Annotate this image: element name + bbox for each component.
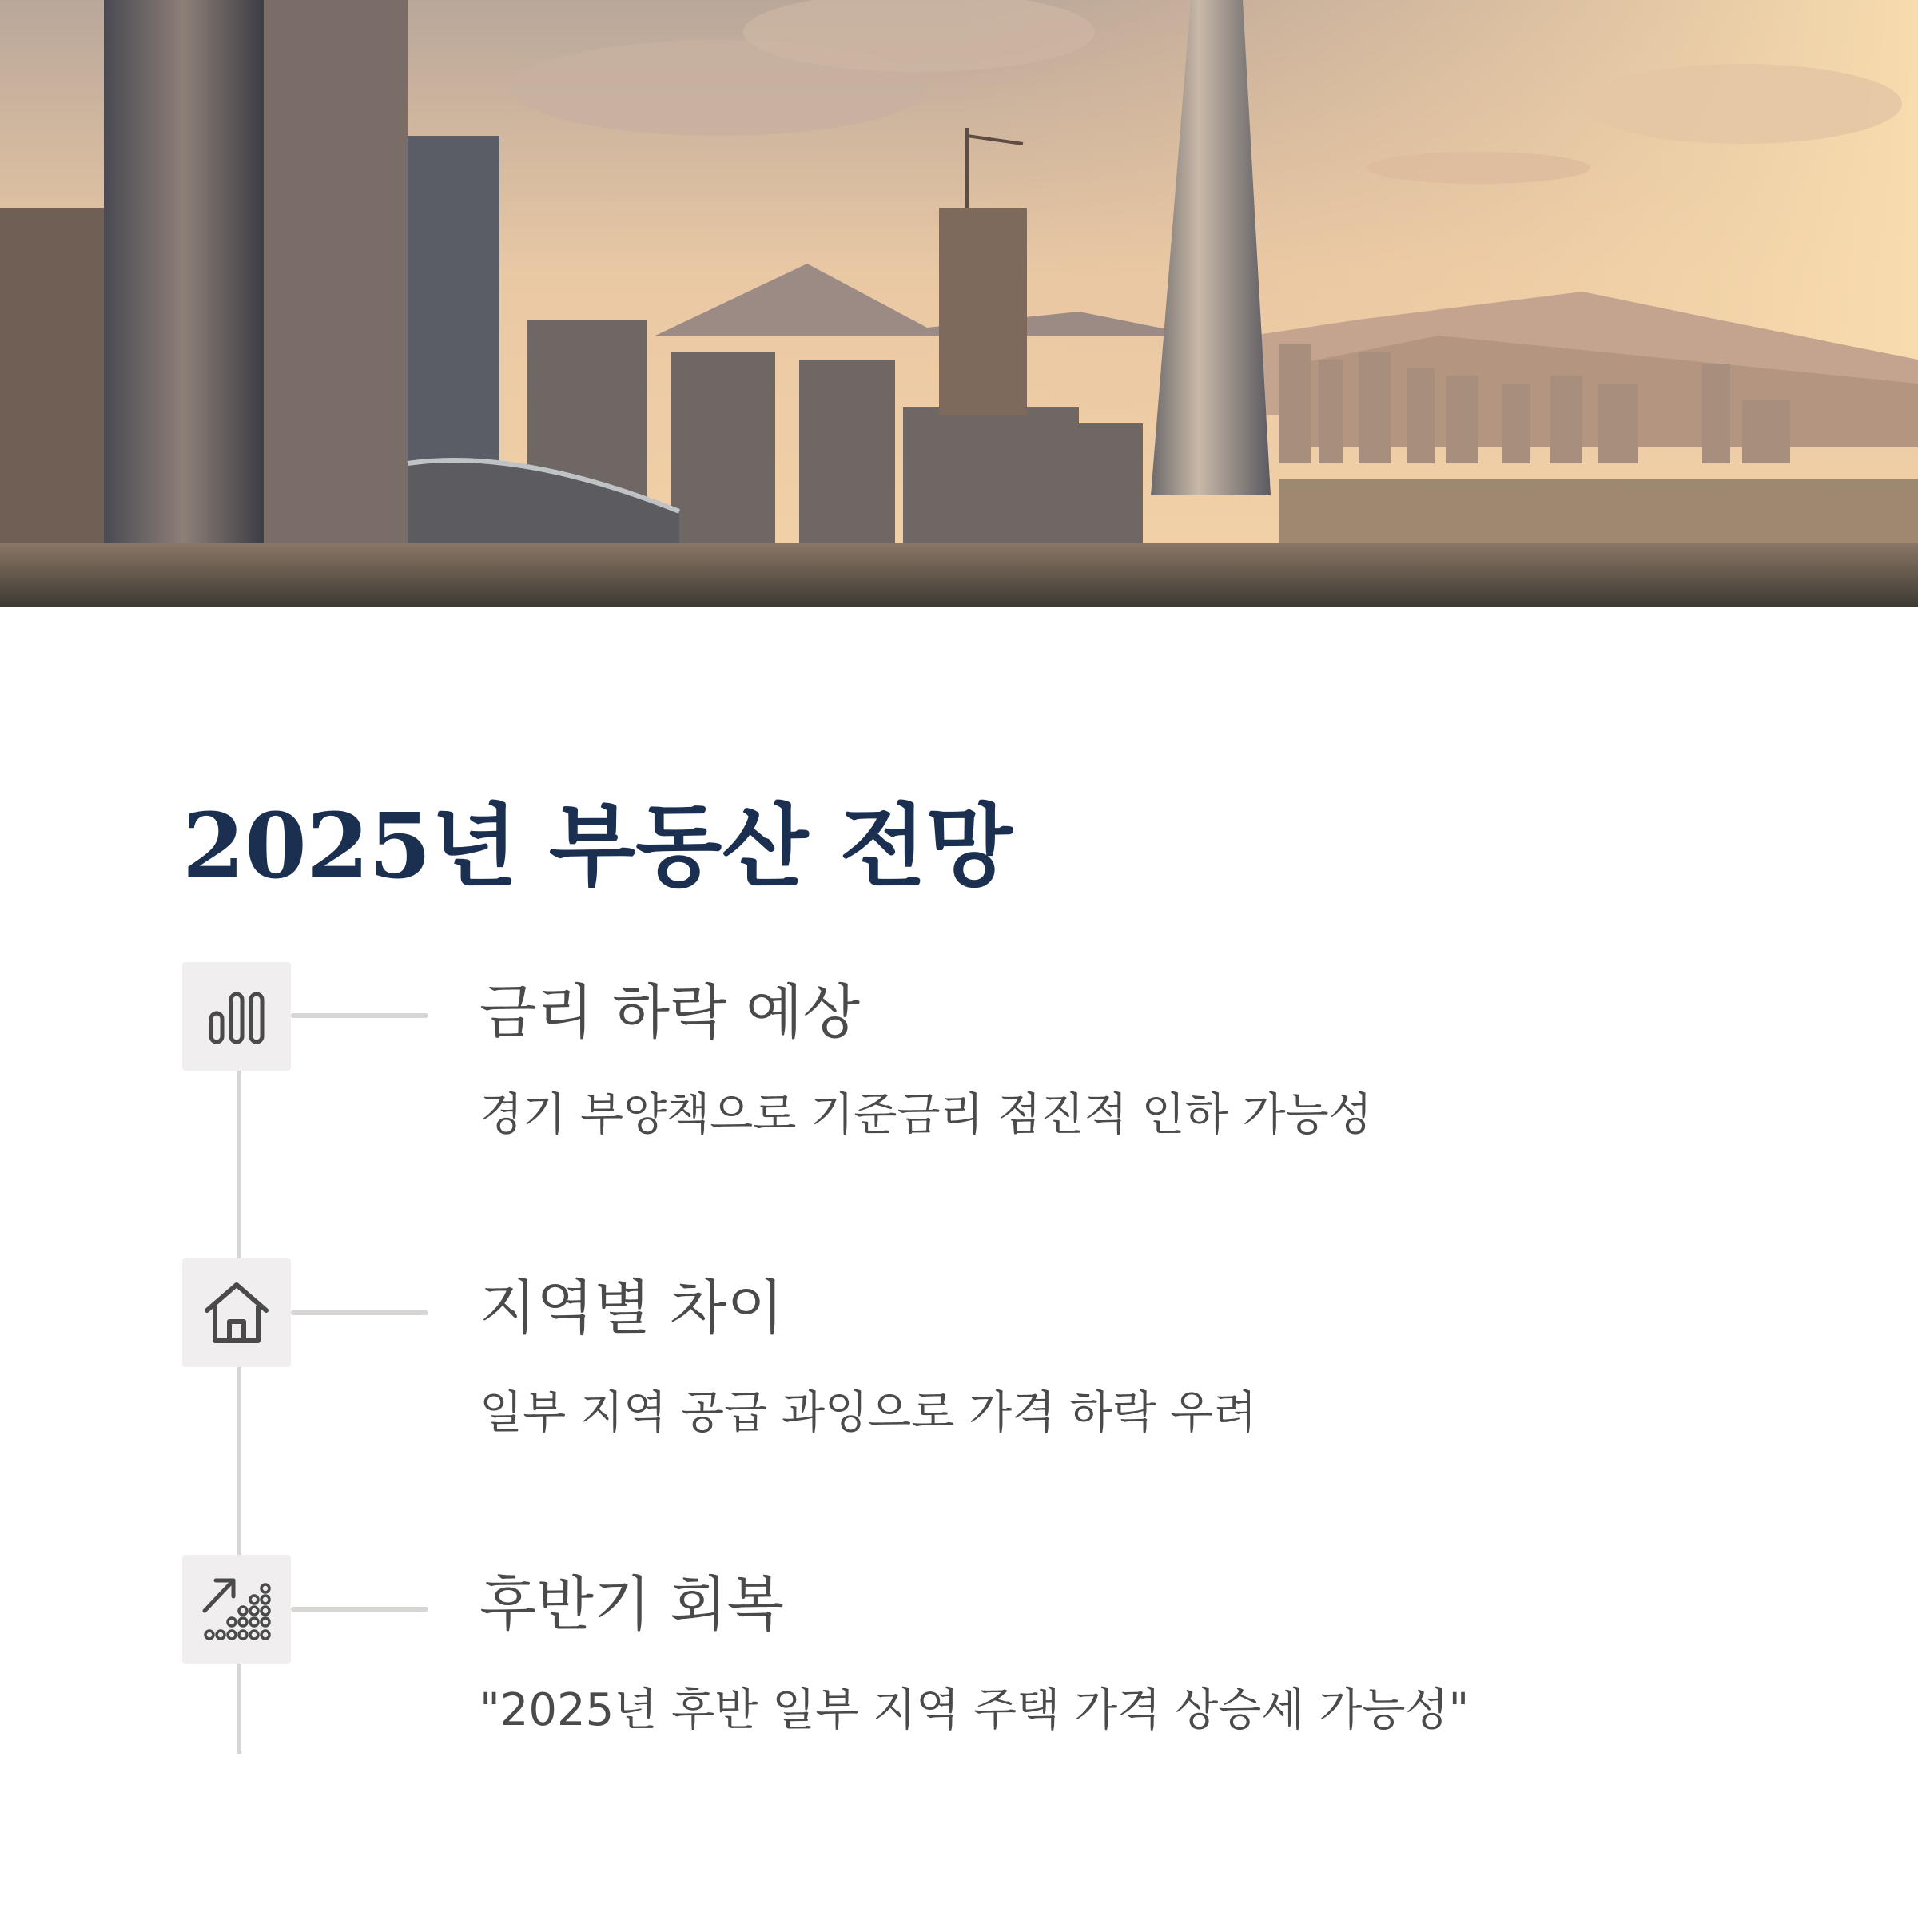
- item-connector: [291, 1607, 428, 1612]
- city-skyline-photo: [0, 0, 1918, 607]
- hero-image: [0, 0, 1918, 607]
- item-icon-box: [182, 1555, 291, 1664]
- item-connector: [291, 1310, 428, 1315]
- item-icon-box: [182, 962, 291, 1071]
- bar-chart-icon: [205, 984, 269, 1048]
- item-connector: [291, 1013, 428, 1018]
- item-description: 일부 지역 공급 과잉으로 가격 하락 우려: [480, 1387, 1257, 1439]
- item-description: "2025년 후반 일부 지역 주택 가격 상승세 가능성": [480, 1684, 1470, 1736]
- page-title: 2025년 부동산 전망: [182, 794, 1013, 899]
- item-description: 경기 부양책으로 기준금리 점진적 인하 가능성: [480, 1089, 1372, 1141]
- item-heading: 금리 하락 예상: [480, 978, 860, 1047]
- item-heading: 지역별 차이: [480, 1274, 784, 1342]
- item-heading: 후반기 회복: [480, 1570, 784, 1639]
- house-icon: [201, 1277, 273, 1349]
- item-icon-box: [182, 1258, 291, 1367]
- trend-up-dots-icon: [198, 1571, 275, 1648]
